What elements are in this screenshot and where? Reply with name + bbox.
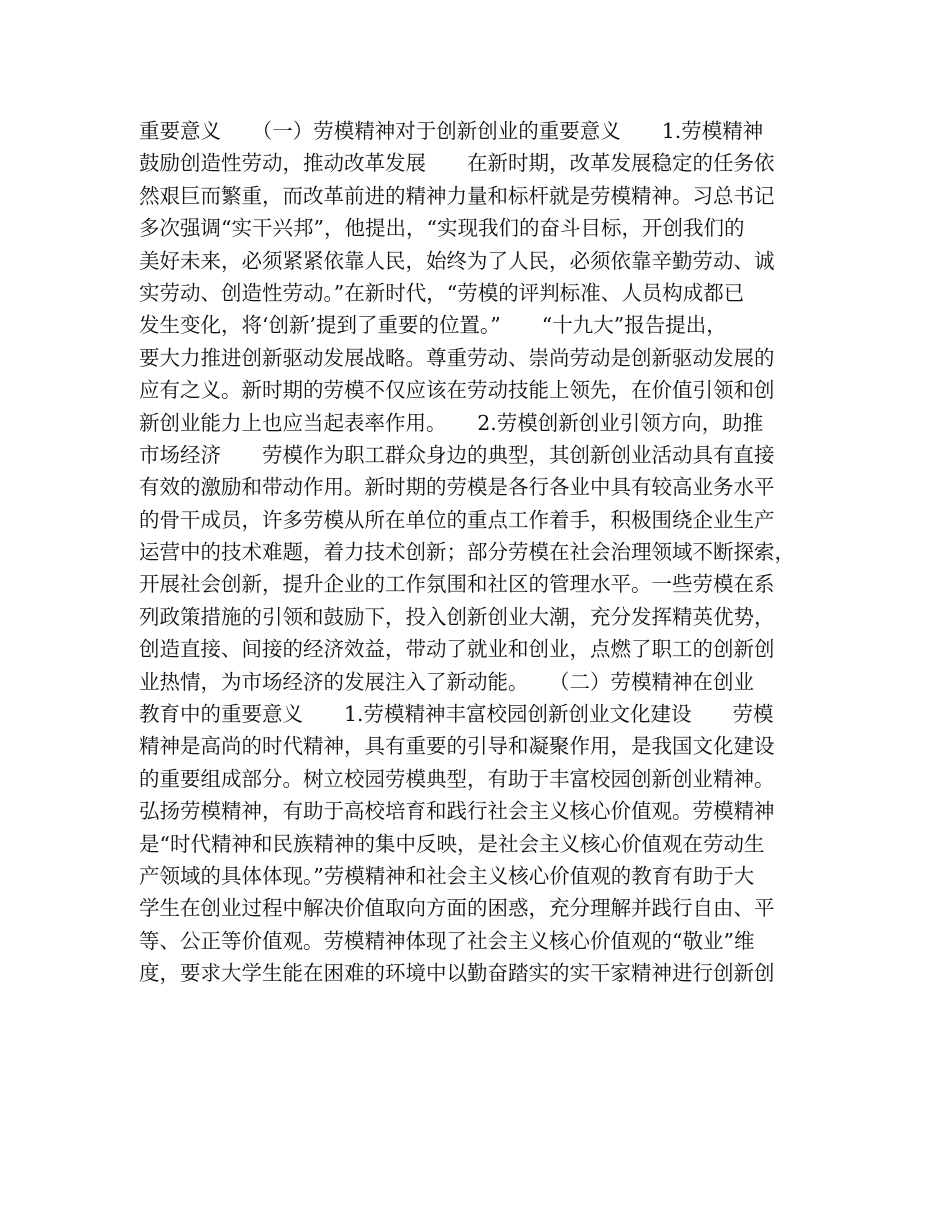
text-line: 业热情，为市场经济的发展注入了新动能。 （二）劳模精神在创业: [139, 669, 754, 694]
text-line: 发生变化，将‘创新’提到了重要的位置。” “十九大”报告提出，: [139, 313, 727, 338]
text-line: 多次强调“实干兴邦”，他提出，“实现我们的奋斗目标，开创我们的: [139, 216, 745, 241]
text-line: 有效的激励和带动作用。新时期的劳模是各行各业中具有较高业务水平: [139, 475, 775, 500]
text-line: 鼓励创造性劳动，推动改革发展 在新时期，改革发展稳定的任务依: [139, 151, 775, 176]
text-line: 的重要组成部分。树立校园劳模典型，有助于丰富校园创新创业精神。: [139, 766, 775, 791]
text-line: 学生在创业过程中解决价值取向方面的困惑，充分理解并践行自由、平: [139, 896, 775, 921]
text-line: 要大力推进创新驱动发展战略。尊重劳动、崇尚劳动是创新驱动发展的: [139, 345, 775, 370]
body-text: [139, 115, 829, 990]
text-line: 精神是高尚的时代精神，具有重要的引导和凝聚作用，是我国文化建设: [139, 734, 775, 759]
text-line: 创造直接、间接的经济效益，带动了就业和创业，点燃了职工的创新创: [139, 637, 775, 662]
text-line: 应有之义。新时期的劳模不仅应该在劳动技能上领先，在价值引领和创: [139, 378, 775, 403]
text-line: 度，要求大学生能在困难的环境中以勤奋踏实的实干家精神进行创新创: [139, 961, 775, 986]
text-line: 然艰巨而繁重，而改革前进的精神力量和标杆就是劳模精神。习总书记: [139, 183, 775, 208]
text-line: 产领域的具体体现。”劳模精神和社会主义核心价值观的教育有助于大: [139, 863, 755, 888]
text-line: 新创业能力上也应当起表率作用。 2.劳模创新创业引领方向，助推: [139, 410, 764, 435]
text-line: 等、公正等价值观。劳模精神体现了社会主义核心价值观的“敬业”维: [139, 928, 755, 953]
text-line: 教育中的重要意义 1.劳模精神丰富校园创新创业文化建设 劳模: [139, 702, 774, 727]
text-line: 弘扬劳模精神，有助于高校培育和践行社会主义核心价值观。劳模精神: [139, 799, 775, 824]
text-line: 市场经济 劳模作为职工群众身边的典型，其创新创业活动具有直接: [139, 442, 775, 467]
text-line: 开展社会创新，提升企业的工作氛围和社区的管理水平。一些劳模在系: [139, 572, 775, 597]
text-line: 重要意义 （一）劳模精神对于创新创业的重要意义 1.劳模精神: [139, 119, 764, 143]
text-line: 运营中的技术难题，着力技术创新；部分劳模在社会治理领域不断探索，: [139, 540, 795, 565]
text-line: 列政策措施的引领和鼓励下，投入创新创业大潮，充分发挥精英优势，: [139, 604, 775, 629]
text-line: 的骨干成员，许多劳模从所在单位的重点工作着手，积极围绕企业生产: [139, 507, 775, 532]
text-line: 美好未来，必须紧紧依靠人民，始终为了人民，必须依靠辛勤劳动、诚: [139, 248, 775, 273]
text-line: 实劳动、创造性劳动。”在新时代，“劳模的评判标准、人员构成都已: [139, 280, 745, 305]
text-line: 是“时代精神和民族精神的集中反映，是社会主义核心价值观在劳动生: [139, 831, 765, 856]
